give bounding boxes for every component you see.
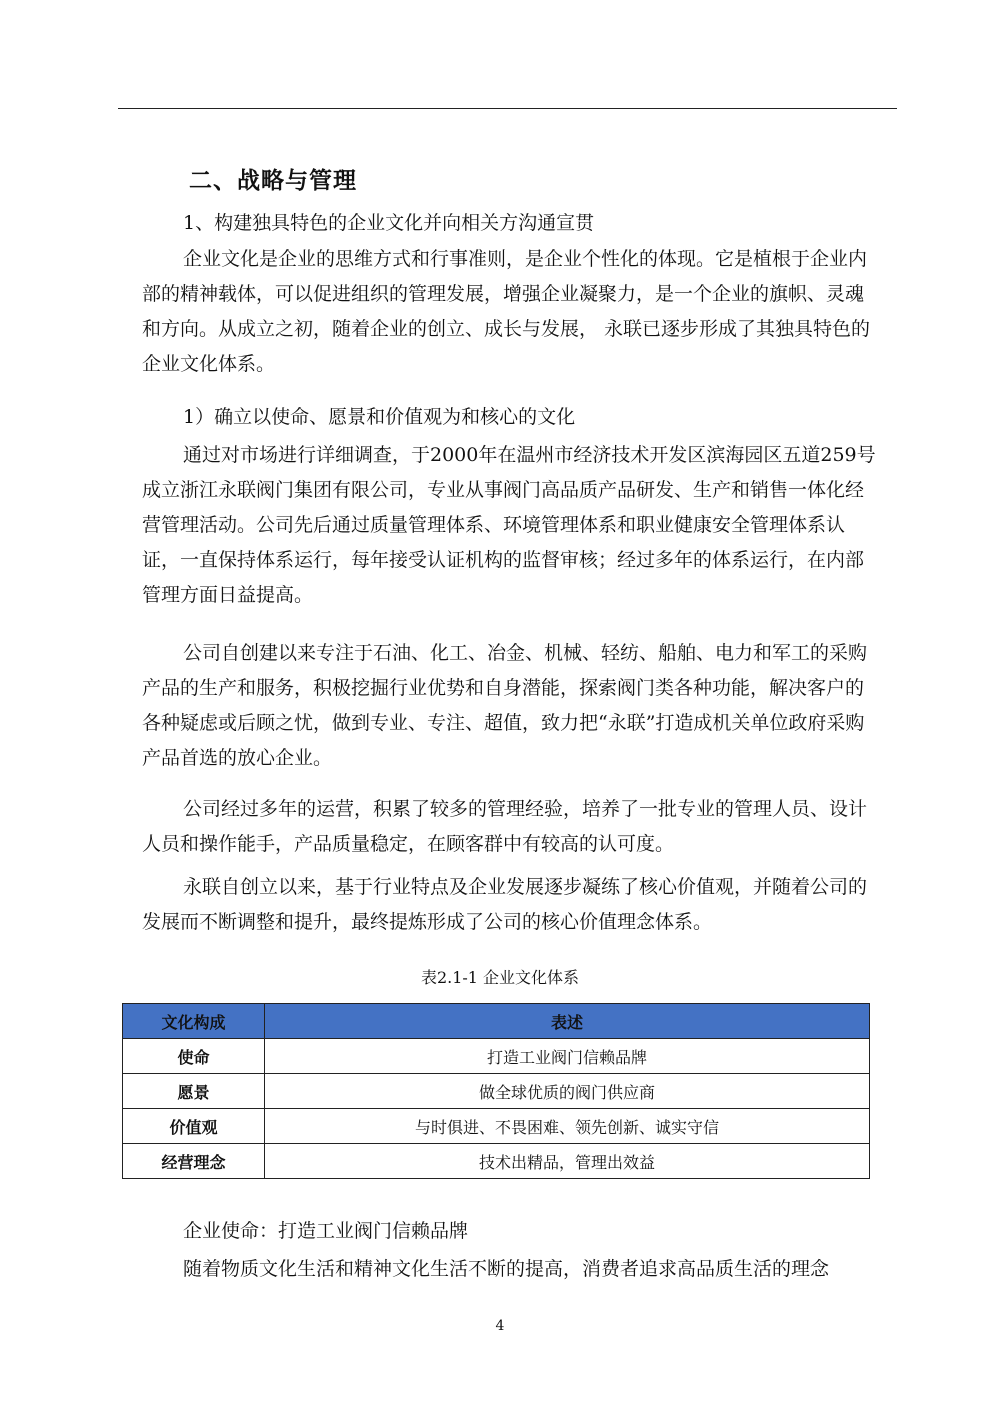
table-cell-desc: 打造工业阀门信赖品牌 bbox=[265, 1039, 870, 1074]
paragraph-culture-intro: 企业文化是企业的思维方式和行事准则，是企业个性化的体现。它是植根于企业内部的精神载体，可以促进组织的管理发展，增强企业凝聚力，是一个企业的旗帜、灵魂和方向。从成立之初，随着企业的创立、成长与发展， 永联已逐步形成了其独具特色的企业文化体系。 bbox=[142, 248, 871, 375]
table-cell-item: 价值观 bbox=[123, 1109, 265, 1144]
table-row bbox=[123, 1039, 870, 1074]
header-rule bbox=[118, 108, 897, 109]
section-heading: 二、战略与管理 bbox=[189, 168, 357, 194]
paragraph-company-focus: 公司自创建以来专注于石油、化工、冶金、机械、轻纺、船舶、电力和军工的采购产品的生产和服务，积极挖掘行业优势和自身潜能，探索阀门类各种功能，解决客户的各种疑虑或后顾之忧，做到专业、专注、超值，致力把“永联”打造成机关单位政府采购产品首选的放心企业。 bbox=[142, 642, 868, 769]
paragraph-consumer-trend: 随着物质文化生活和精神文化生活不断的提高，消费者追求高品质生活的理念 bbox=[183, 1258, 830, 1280]
paragraph-management-experience: 公司经过多年的运营，积累了较多的管理经验，培养了一批专业的管理人员、设计人员和操作能手，产品质量稳定，在顾客群中有较高的认可度。 bbox=[142, 798, 868, 855]
table-cell-desc: 技术出精品，管理出效益 bbox=[265, 1144, 870, 1179]
paragraph-company-founding: 通过对市场进行详细调查，于2000年在温州市经济技术开发区滨海园区五道259号成立浙江永联阀门集团有限公司，专业从事阀门高品质产品研发、生产和销售一体化经营管理活动。公司先后通过质量管理体系、环境管理体系和职业健康安全管理体系认证，一直保持体系运行，每年接受认证机构的监督审核；经过多年的体系运行，在内部管理方面日益提高。 bbox=[142, 444, 876, 606]
table-header-row bbox=[123, 1004, 870, 1039]
table-cell-desc: 与时俱进、不畏困难、领先创新、诚实守信 bbox=[265, 1109, 870, 1144]
subheading-mission-vision: 1）确立以使命、愿景和价值观为和核心的文化 bbox=[183, 406, 576, 428]
table-cell-item: 经营理念 bbox=[123, 1144, 265, 1179]
subheading-culture: 1、构建独具特色的企业文化并向相关方沟通宣贯 bbox=[183, 212, 595, 234]
table-caption: 表2.1-1 企业文化体系 bbox=[420, 968, 580, 987]
table-cell-item: 愿景 bbox=[123, 1074, 265, 1109]
paragraph-core-values: 永联自创立以来，基于行业特点及企业发展逐步凝练了核心价值观，并随着公司的发展而不断调整和提升，最终提炼形成了公司的核心价值理念体系。 bbox=[142, 876, 868, 933]
table-cell-item: 使命 bbox=[123, 1039, 265, 1074]
table-header-desc: 表述 bbox=[265, 1004, 870, 1039]
paragraph-mission-statement: 企业使命：打造工业阀门信赖品牌 bbox=[183, 1220, 469, 1242]
table-row bbox=[123, 1109, 870, 1144]
table-header-item: 文化构成 bbox=[123, 1004, 265, 1039]
table-row bbox=[123, 1144, 870, 1179]
culture-table bbox=[122, 1003, 870, 1179]
table-row bbox=[123, 1074, 870, 1109]
page-number: 4 bbox=[495, 1318, 505, 1334]
table-cell-desc: 做全球优质的阀门供应商 bbox=[265, 1074, 870, 1109]
